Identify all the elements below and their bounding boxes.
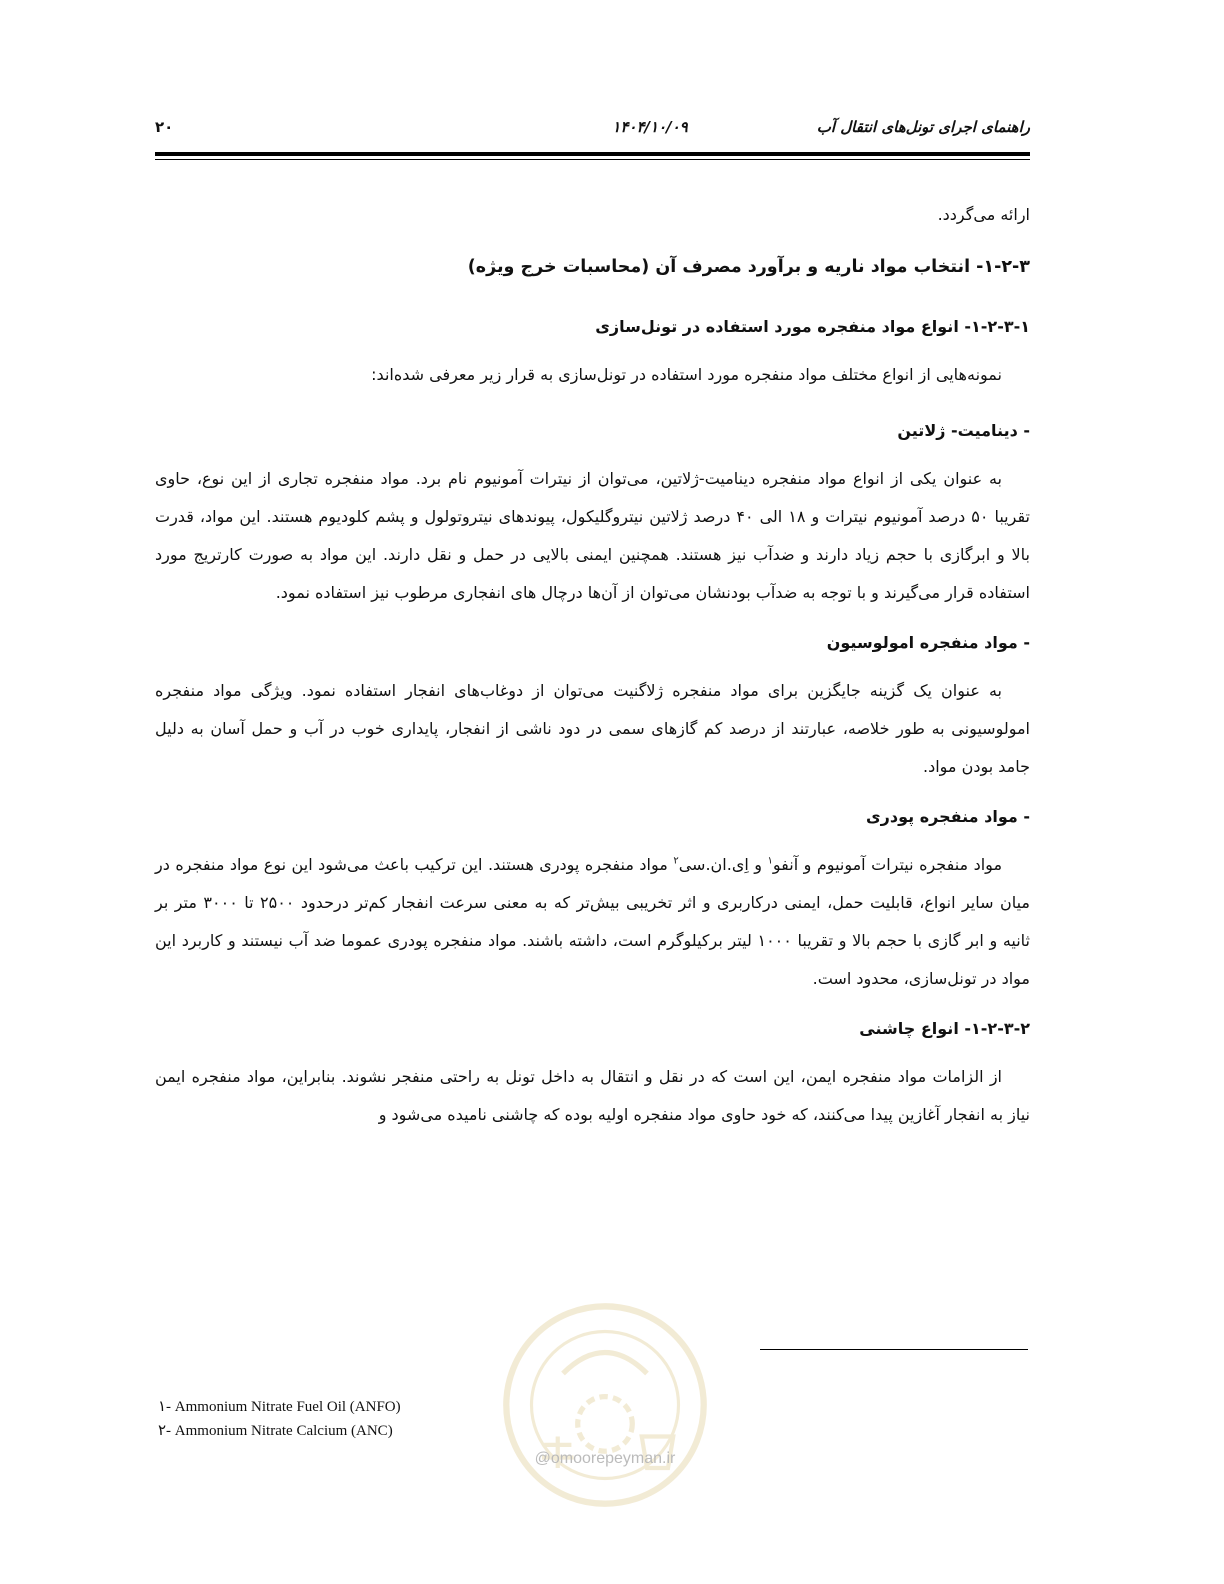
watermark-url: @omoorepeyman.ir bbox=[534, 1450, 676, 1467]
powder-text-b: و اِی.ان.سی bbox=[678, 855, 768, 874]
watermark-seal-icon bbox=[500, 1300, 710, 1510]
powder-text-c: مواد منفجره پودری هستند. این ترکیب باعث می‌شود این نوع مواد منفجره در میان سایر انواع، قابلیت حمل، ایمنی درکاربری و اثر تخریبی بیش‌تر که به معنی سرعت انفجار کم‌تر درحدود ۲۵۰۰ تا ۳۰۰۰ متر بر ثانیه و ابر گازی با حجم بالا و تقریبا ۱۰۰۰ لیتر برکیلوگرم است، داشته باشند. مواد منفجره پودری عموما ضد آب نیستند و کاربرد این مواد در تونل‌سازی، محدود است. bbox=[155, 855, 1031, 988]
footnote-ref-2[interactable]: ۲ bbox=[673, 855, 679, 867]
watermark-seal-script bbox=[563, 1353, 647, 1374]
continuation-text: ارائه می‌گردد. bbox=[937, 205, 1030, 224]
emulsion-heading: - مواد منفجره امولوسیون bbox=[826, 633, 1030, 652]
header-rule-thin bbox=[155, 159, 1030, 160]
page-number: ۲۰ bbox=[155, 118, 174, 136]
footnote-ref-1[interactable]: ۱ bbox=[767, 855, 773, 867]
watermark-seal-gear bbox=[578, 1397, 633, 1452]
detonators-paragraph: از الزامات مواد منفجره ایمن، این است که در نقل و انتقال به داخل تونل به راحتی منفجر نشوند. بنابراین، مواد منفجره ایمن نیاز به انفجار آغازین پیدا می‌کنند، که خود حاوی مواد منفجره اولیه بوده که چاشنی نامیده می‌شود و bbox=[155, 1067, 1030, 1124]
header-rule-thick bbox=[155, 152, 1030, 156]
emulsion-paragraph: به عنوان یک گزینه جایگزین برای مواد منفجره ژلاگنیت می‌توان از دوغاب‌های انفجار استفاده نمود. ویژگی مواد منفجره امولوسیونی به طور خلاصه، عبارتند از درصد کم گازهای سمی در دود ناشی از انفجار، پایداری خوب در آب و حمل آسان به دلیل جامد بودن مواد. bbox=[155, 681, 1030, 776]
page-content bbox=[155, 196, 1030, 1144]
watermark-seal-outer-ring bbox=[506, 1306, 703, 1503]
dynamite-heading: - دینامیت- ژلاتین bbox=[897, 421, 1030, 440]
footnote-rule bbox=[760, 1349, 1028, 1350]
footnotes bbox=[158, 1395, 401, 1443]
subsection-heading-detonators: ۱-۲-۳-۲- انواع چاشنی bbox=[859, 1019, 1030, 1038]
powder-paragraph bbox=[155, 846, 1030, 998]
footnote-1: ۱- Ammonium Nitrate Fuel Oil (ANFO) bbox=[158, 1399, 401, 1415]
dynamite-paragraph: به عنوان یکی از انواع مواد منفجره دینامیت-ژلاتین، می‌توان از نیترات آمونیوم نام برد. مواد منفجره تجاری از این نوع، حاوی تقریبا ۵۰ درصد آمونیوم نیترات و ۱۸ الی ۴۰ درصد ژلاتین نیتروگلیکول، پیوندهای نیتروتولول و پشم کلودیوم هستند. این مواد، قدرت بالا و ابرگازی با حجم زیاد دارند و ضدآب نیز هستند. همچنین ایمنی بالایی در حمل و نقل دارند. این مواد به صورت کارتریج مورد استفاده قرار می‌گیرند و با توجه به ضدآب بودنشان می‌توان از آن‌ها درچال های انفجاری مرطوب نیز استفاده نمود. bbox=[155, 469, 1030, 602]
header-title: راهنمای اجرای تونل‌های انتقال آب bbox=[816, 118, 1030, 136]
header-date: ۱۴۰۴/۱۰/۰۹ bbox=[612, 118, 688, 136]
section-heading: ۱-۲-۳- انتخاب مواد ناریه و برآورد مصرف آن (محاسبات خرج ویژه) bbox=[467, 257, 1030, 277]
footnote-2: ۲- Ammonium Nitrate Calcium (ANC) bbox=[158, 1423, 393, 1439]
powder-text-a: مواد منفجره نیترات آمونیوم و آنفو bbox=[772, 855, 1003, 874]
subsection-heading-explosive-types: ۱-۲-۳-۱- انواع مواد منفجره مورد استفاده در تونل‌سازی bbox=[595, 317, 1030, 336]
page-header bbox=[155, 118, 1030, 146]
intro-paragraph: نمونه‌هایی از انواع مختلف مواد منفجره مورد استفاده در تونل‌سازی به قرار زیر معرفی شده‌اند: bbox=[371, 365, 1002, 384]
powder-heading: - مواد منفجره پودری bbox=[866, 807, 1030, 826]
